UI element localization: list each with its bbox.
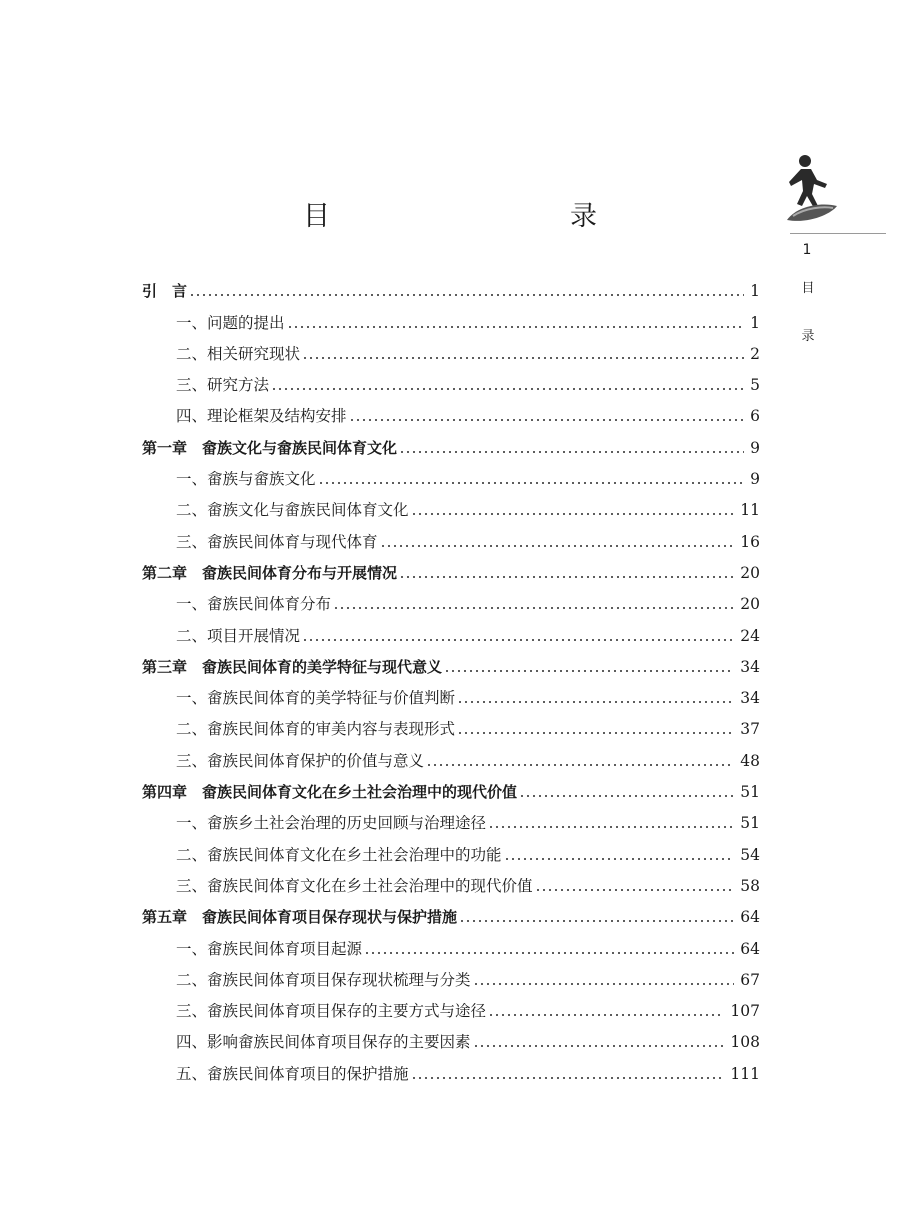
toc-page-number: 1 <box>750 313 760 332</box>
toc-entry-title: 三、畲族民间体育保护的价值与意义 <box>176 751 425 770</box>
dot-leader <box>411 498 735 516</box>
toc-entry-title: 三、畲族民间体育文化在乡土社会治理中的现代价值 <box>176 876 533 895</box>
toc-page-number: 6 <box>750 407 760 426</box>
toc-section-entry[interactable] <box>142 458 760 489</box>
toc-page-number: 67 <box>740 970 760 989</box>
toc-page-number: 51 <box>740 814 760 833</box>
dot-leader <box>364 937 734 955</box>
toc-page-number: 5 <box>750 376 760 395</box>
toc-entry-title: 四、理论框架及结构安排 <box>176 407 347 426</box>
dot-leader <box>333 592 734 610</box>
side-vertical-text-2: 录 <box>801 329 815 344</box>
dot-leader <box>488 999 724 1017</box>
toc-page-number: 111 <box>730 1064 760 1083</box>
dot-leader <box>426 749 734 767</box>
dot-leader <box>473 968 735 986</box>
toc-entry-title: 第五章 畲族民间体育项目保存现状与保护措施 <box>142 908 458 927</box>
toc-section-entry[interactable] <box>142 708 760 739</box>
toc-section-entry[interactable] <box>142 677 760 708</box>
toc-section-entry[interactable] <box>142 520 760 551</box>
toc-entry-title: 一、问题的提出 <box>176 313 285 332</box>
toc-chapter-entry[interactable] <box>142 426 760 457</box>
toc-chapter-entry[interactable] <box>142 552 760 583</box>
toc-page-number: 34 <box>740 689 760 708</box>
toc-chapter-entry[interactable] <box>142 896 760 927</box>
toc-chapter-entry[interactable] <box>142 646 760 677</box>
toc-section-entry[interactable] <box>142 583 760 614</box>
toc-section-entry[interactable] <box>142 865 760 896</box>
toc-section-entry[interactable] <box>142 1021 760 1052</box>
toc-section-entry[interactable] <box>142 301 760 332</box>
toc-page-number: 2 <box>750 344 760 363</box>
toc-section-entry[interactable] <box>142 1052 760 1083</box>
dot-leader <box>271 373 744 391</box>
dot-leader <box>488 811 734 829</box>
dot-leader <box>302 624 734 642</box>
toc-page-number: 58 <box>740 876 760 895</box>
toc-entry-title: 二、畲族民间体育项目保存现状梳理与分类 <box>176 970 471 989</box>
toc-section-entry[interactable] <box>142 990 760 1021</box>
toc-entry-title: 二、项目开展情况 <box>176 626 301 645</box>
toc-entry-title: 五、畲族民间体育项目的保护措施 <box>176 1064 409 1083</box>
toc-entry-title: 第四章 畲族民间体育文化在乡土社会治理中的现代价值 <box>142 783 518 802</box>
toc-page-number: 107 <box>730 1002 760 1021</box>
toc-page-number: 9 <box>750 438 760 457</box>
table-of-contents <box>142 270 760 1084</box>
dot-leader <box>519 780 734 798</box>
toc-page-number: 9 <box>750 470 760 489</box>
toc-entry-title: 引 言 <box>142 282 188 301</box>
dot-leader <box>457 686 734 704</box>
toc-section-entry[interactable] <box>142 364 760 395</box>
toc-page-number: 64 <box>740 939 760 958</box>
toc-entry-title: 一、畲族民间体育分布 <box>176 595 332 614</box>
toc-entry-title: 一、畲族乡土社会治理的历史回顾与治理途径 <box>176 814 487 833</box>
toc-entry-title: 二、畲族民间体育的审美内容与表现形式 <box>176 720 456 739</box>
toc-page-number: 20 <box>740 563 760 582</box>
toc-section-entry[interactable] <box>142 614 760 645</box>
dot-leader <box>457 717 734 735</box>
toc-entry-title: 一、畲族与畲族文化 <box>176 470 316 489</box>
toc-page-number: 64 <box>740 908 760 927</box>
toc-page-number: 24 <box>740 626 760 645</box>
side-divider <box>790 233 886 234</box>
toc-page-number: 1 <box>750 282 760 301</box>
toc-entry-title: 三、畲族民间体育项目保存的主要方式与途径 <box>176 1002 487 1021</box>
toc-page-number: 108 <box>730 1033 760 1052</box>
dot-leader <box>302 342 744 360</box>
toc-entry-title: 二、相关研究现状 <box>176 344 301 363</box>
toc-section-entry[interactable] <box>142 739 760 770</box>
dot-leader <box>473 1030 725 1048</box>
toc-page-number: 54 <box>740 845 760 864</box>
dot-leader <box>399 561 734 579</box>
toc-entry-title: 二、畲族民间体育文化在乡土社会治理中的功能 <box>176 845 502 864</box>
toc-entry-title: 第三章 畲族民间体育的美学特征与现代意义 <box>142 657 443 676</box>
toc-entry-title: 三、畲族民间体育与现代体育 <box>176 532 378 551</box>
toc-section-entry[interactable] <box>142 489 760 520</box>
toc-entry-title: 四、影响畲族民间体育项目保存的主要因素 <box>176 1033 471 1052</box>
toc-section-entry[interactable] <box>142 833 760 864</box>
toc-section-entry[interactable] <box>142 927 760 958</box>
dot-leader <box>189 279 744 297</box>
page-number: 1 <box>802 242 812 258</box>
dot-leader <box>504 843 735 861</box>
toc-chapter-entry[interactable] <box>142 270 760 301</box>
surfer-icon <box>783 154 839 228</box>
side-vertical-text-1: 目 <box>801 281 815 296</box>
dot-leader <box>444 655 734 673</box>
toc-section-entry[interactable] <box>142 802 760 833</box>
toc-entry-title: 一、畲族民间体育项目起源 <box>176 939 363 958</box>
toc-entry-title: 第一章 畲族文化与畲族民间体育文化 <box>142 438 398 457</box>
toc-chapter-entry[interactable] <box>142 771 760 802</box>
toc-page-number: 34 <box>740 657 760 676</box>
toc-section-entry[interactable] <box>142 333 760 364</box>
toc-page-number: 16 <box>740 532 760 551</box>
toc-page-number: 11 <box>740 501 760 520</box>
dot-leader <box>287 311 744 329</box>
toc-entry-title: 一、畲族民间体育的美学特征与价值判断 <box>176 689 456 708</box>
toc-page-number: 48 <box>740 751 760 770</box>
toc-section-entry[interactable] <box>142 959 760 990</box>
dot-leader <box>349 404 744 422</box>
dot-leader <box>318 467 744 485</box>
dot-leader <box>380 530 735 548</box>
dot-leader <box>399 436 744 454</box>
toc-page-number: 51 <box>740 783 760 802</box>
dot-leader <box>411 1062 725 1080</box>
page-title: 目 录 <box>303 201 659 232</box>
toc-entry-title: 第二章 畲族民间体育分布与开展情况 <box>142 563 398 582</box>
dot-leader <box>459 905 734 923</box>
toc-entry-title: 二、畲族文化与畲族民间体育文化 <box>176 501 409 520</box>
dot-leader <box>535 874 735 892</box>
toc-page-number: 37 <box>740 720 760 739</box>
toc-page-number: 20 <box>740 595 760 614</box>
toc-section-entry[interactable] <box>142 395 760 426</box>
toc-entry-title: 三、研究方法 <box>176 376 270 395</box>
